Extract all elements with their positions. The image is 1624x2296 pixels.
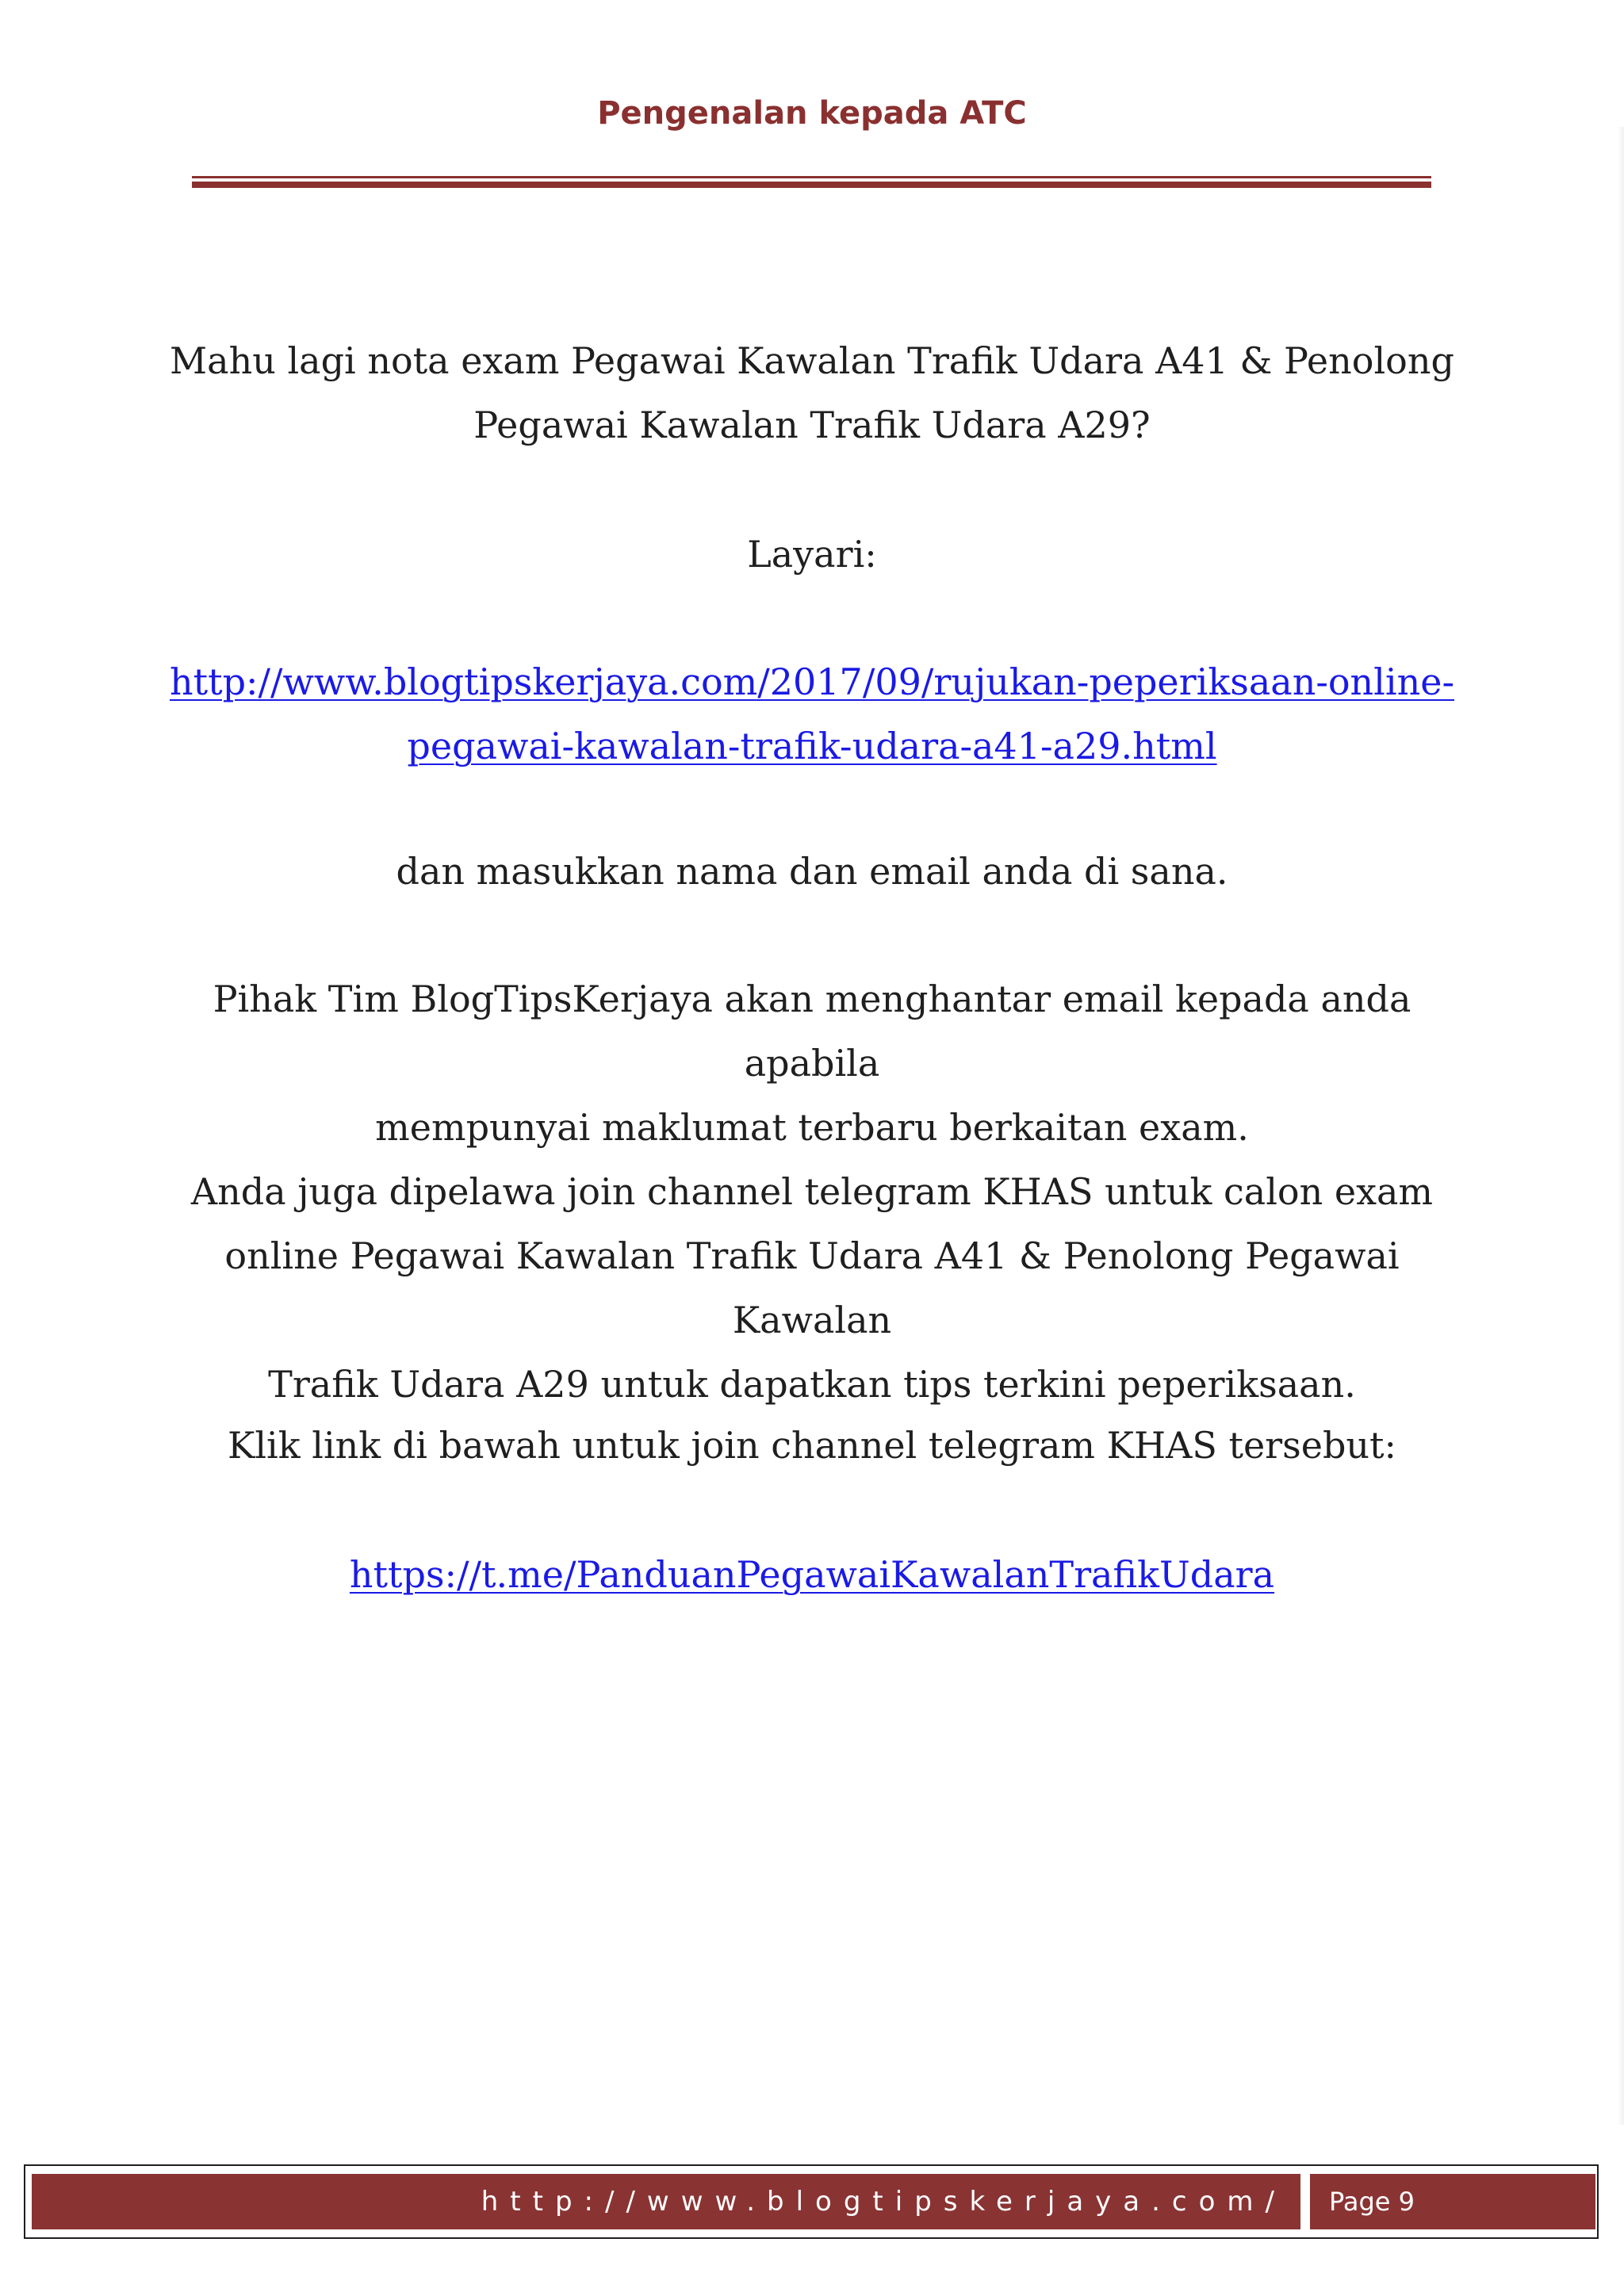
paragraph-line: Pegawai Kawalan Trafik Udara A29? xyxy=(473,404,1151,446)
paragraph-telegram-invite xyxy=(159,1160,1465,1417)
paragraph-line: online Pegawai Kawalan Trafik Udara A41 & Penolong Pegawai Kawalan xyxy=(224,1234,1400,1341)
paragraph-line: Layari: xyxy=(747,533,877,576)
paragraph-layari xyxy=(159,522,1465,587)
link-line[interactable]: http://www.blogtipskerjaya.com/2017/09/rujukan-peperiksaan-online- xyxy=(170,660,1454,703)
page-edge-shadow xyxy=(1618,127,1624,2125)
paragraph-pihak-tim xyxy=(159,967,1465,1160)
paragraph-line: Anda juga dipelawa join channel telegram KHAS untuk calon exam xyxy=(190,1170,1434,1213)
paragraph-line: mempunyai maklumat terbaru berkaitan exam. xyxy=(375,1106,1249,1149)
footer-url[interactable]: http://www.blogtipskerjaya.com/ xyxy=(32,2174,1300,2229)
paragraph-nota-exam xyxy=(159,329,1465,457)
header-rule-thin xyxy=(192,176,1431,178)
link-line[interactable]: pegawai-kawalan-trafik-udara-a41-a29.html xyxy=(407,725,1217,767)
paragraph-masukkan-nama xyxy=(159,840,1465,904)
link-telegram-channel[interactable] xyxy=(159,1543,1465,1607)
paragraph-line: dan masukkan nama dan email anda di sana. xyxy=(396,850,1228,893)
footer-page-number: Page 9 xyxy=(1310,2174,1595,2229)
header-title: Pengenalan kepada ATC xyxy=(597,95,1027,132)
paragraph-line: Pihak Tim BlogTipsKerjaya akan menghantar email kepada anda apabila xyxy=(213,978,1411,1085)
paragraph-line: Klik link di bawah untuk join channel telegram KHAS tersebut: xyxy=(227,1424,1397,1467)
paragraph-line: Trafik Udara A29 untuk dapatkan tips terkini peperiksaan. xyxy=(268,1363,1356,1406)
paragraph-line: Mahu lagi nota exam Pegawai Kawalan Trafik Udara A41 & Penolong xyxy=(170,339,1454,382)
paragraph-klik-link xyxy=(159,1414,1465,1478)
link-rujukan-peperiksaan[interactable] xyxy=(159,650,1465,779)
header-rule-thick xyxy=(192,182,1431,188)
link-line[interactable]: https://t.me/PanduanPegawaiKawalanTrafikUdara xyxy=(349,1553,1275,1596)
